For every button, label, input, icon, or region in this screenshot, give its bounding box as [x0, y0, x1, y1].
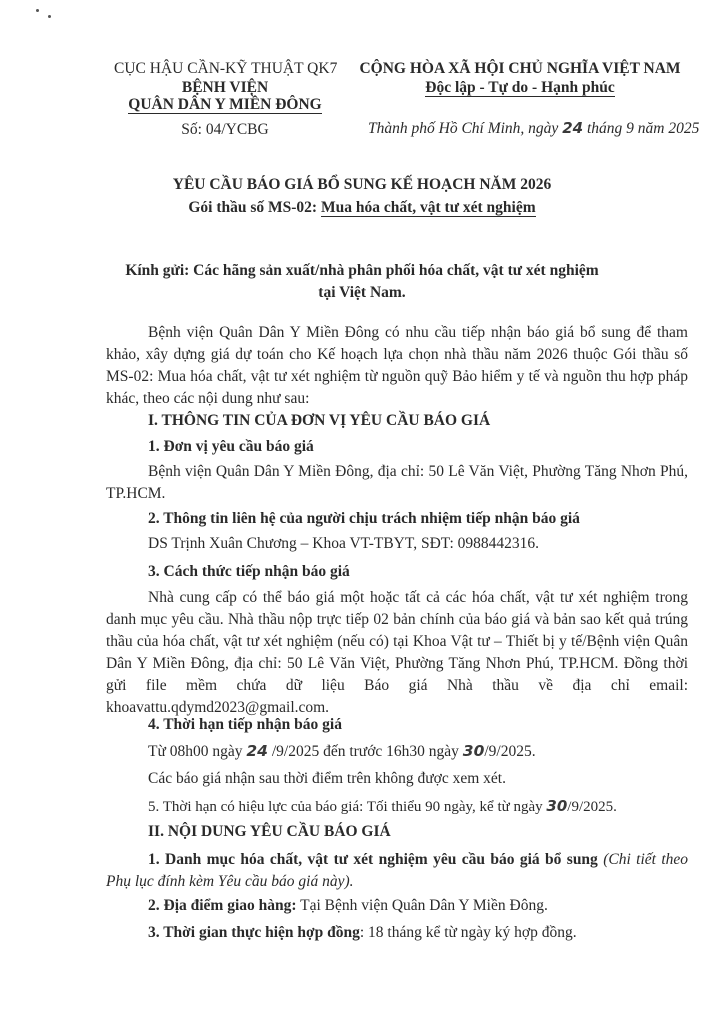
scan-speck: [36, 9, 39, 12]
section-2-item-1: 1. Danh mục hóa chất, vật tư xét nghiệm yêu cầu báo giá bổ sung (Chi tiết theo Phụ lục đính kèm Yêu cầu báo giá này).: [106, 851, 689, 890]
handwritten-validity-day: 30: [546, 797, 568, 815]
doc-number: Số: 04/YCBG: [181, 121, 269, 138]
package-title: Gói thầu số MS-02: Mua hóa chất, vật tư xét nghiệm: [188, 199, 536, 216]
document-title: YÊU CẦU BÁO GIÁ BỔ SUNG KẾ HOẠCH NĂM 2026: [172, 176, 552, 193]
issuer-block: [114, 60, 336, 139]
issuer-agency: CỤC HẬU CẦN-KỸ THUẬT QK7: [114, 60, 338, 77]
national-title: CỘNG HÒA XÃ HỘI CHỦ NGHĨA VIỆT NAM: [359, 60, 681, 77]
subsection-1-heading: 1. Đơn vị yêu cầu báo giá: [148, 438, 314, 455]
subsection-4-heading: 4. Thời hạn tiếp nhận báo giá: [148, 716, 342, 733]
national-header: [346, 60, 694, 97]
subsection-4-note: Các báo giá nhận sau thời điểm trên không được xem xét.: [148, 770, 506, 787]
section-2-heading: II. NỘI DUNG YÊU CẦU BÁO GIÁ: [148, 823, 391, 840]
subsection-5-validity: 5. Thời hạn có hiệu lực của báo giá: Tối thiểu 90 ngày, kể từ ngày 30/9/2025.: [148, 797, 617, 815]
recipient-line-1: Kính gửi: Các hãng sản xuất/nhà phân phối hóa chất, vật tư xét nghiệm: [125, 262, 599, 279]
handwritten-end-day: 30: [462, 742, 485, 760]
subsection-2-heading: 2. Thông tin liên hệ của người chịu trách nhiệm tiếp nhận báo giá: [148, 510, 580, 527]
subsection-1-text: Bệnh viện Quân Dân Y Miền Đông, địa chỉ: 50 Lê Văn Việt, Phường Tăng Nhơn Phú, TP.HCM.: [106, 463, 688, 502]
date-line: Thành phố Hồ Chí Minh, ngày 24 tháng 9 năm 2025: [368, 119, 700, 137]
handwritten-start-day: 24: [246, 742, 268, 760]
handwritten-day: 24: [562, 119, 584, 137]
subsection-3-heading: 3. Cách thức tiếp nhận báo giá: [148, 563, 350, 580]
intro-paragraph: Bệnh viện Quân Dân Y Miền Đông có nhu cầu tiếp nhận báo giá bổ sung để tham khảo, xây dựng giá dự toán cho Kế hoạch lựa chọn nhà thầu năm 2026 thuộc Gói thầu số MS-02: Mua hóa chất, vật tư xét nghiệm từ nguồn quỹ Bảo hiểm y tế và nguồn thu hợp pháp khác, theo các nội dung như sau:: [106, 324, 688, 407]
national-motto: Độc lập - Tự do - Hạnh phúc: [425, 79, 615, 96]
recipient-line-2: tại Việt Nam.: [318, 284, 406, 301]
issuer-hospital-name: QUÂN DÂN Y MIỀN ĐÔNG: [128, 96, 322, 113]
subsection-3-text: Nhà cung cấp có thể báo giá một hoặc tất cả các hóa chất, vật tư xét nghiệm trong danh mục yêu cầu. Nhà thầu nộp trực tiếp 02 bản chính của báo giá và bản sao kết quả trúng thầu của hóa chất, vật tư xét nghiệm (nếu có) tại Khoa Vật tư – Thiết bị y tế/Bệnh viện Quân Dân Y Miền Đông, địa chỉ: 50 Lê Văn Việt, Phường Tăng Nhơn Phú, TP.HCM. Đồng thời gửi file mềm chứa dữ liệu Báo giá Nhà thầu về địa chỉ email: khoavattu.qdymd2023@gmail.com.: [106, 589, 688, 716]
section-1-heading: I. THÔNG TIN CỦA ĐƠN VỊ YÊU CẦU BÁO GIÁ: [148, 412, 491, 429]
subsection-4-deadline: Từ 08h00 ngày 24 /9/2025 đến trước 16h30 ngày 30/9/2025.: [148, 742, 536, 760]
issuer-hospital-label: BỆNH VIỆN: [181, 79, 269, 96]
section-2-item-3: 3. Thời gian thực hiện hợp đồng: 18 tháng kể từ ngày ký hợp đồng.: [148, 924, 577, 941]
scan-speck: [48, 15, 51, 18]
subsection-2-text: DS Trịnh Xuân Chương – Khoa VT-TBYT, SĐT: 0988442316.: [148, 535, 540, 552]
section-2-item-2: 2. Địa điểm giao hàng: Tại Bệnh viện Quân Dân Y Miền Đông.: [148, 897, 548, 914]
